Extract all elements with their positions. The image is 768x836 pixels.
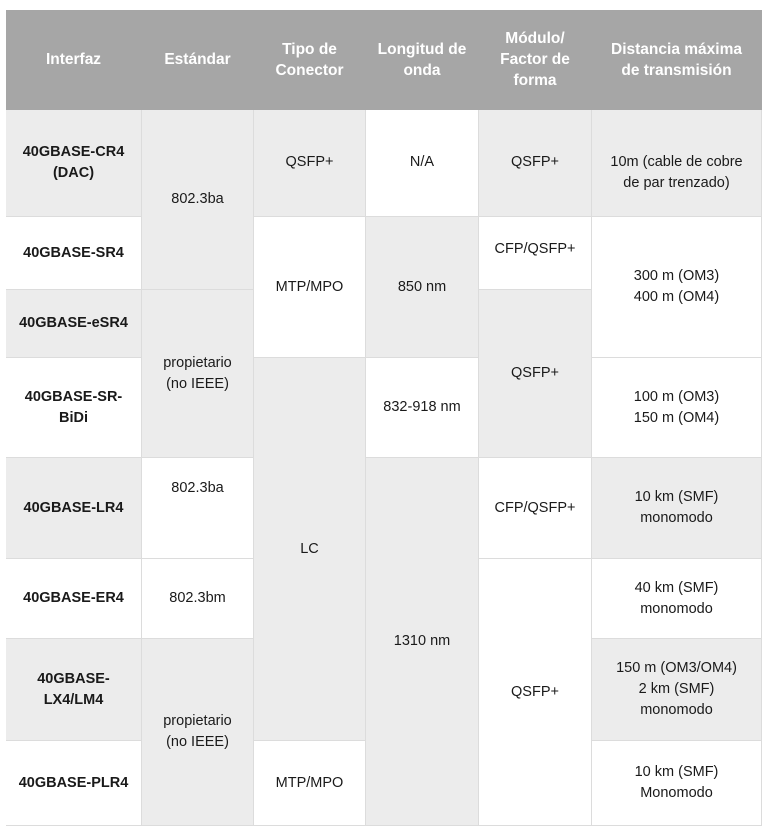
conector-cell: MTP/MPO [254,741,366,826]
onda-cell: N/A [366,110,479,217]
distancia-cell: 150 m (OM3/OM4) 2 km (SMF) monomodo [592,639,762,741]
modulo-cell: CFP/QSFP+ [479,458,592,559]
interfaz-cell: 40GBASE-LR4 [6,458,142,559]
modulo-cell: QSFP+ [479,559,592,826]
onda-cell: 850 nm [366,217,479,358]
distancia-cell: 10m (cable de cobre de par trenzado) [592,110,762,217]
modulo-cell: CFP/QSFP+ [479,217,592,290]
estandar-cell: propietario (no IEEE) [142,639,254,826]
modulo-cell: QSFP+ [479,290,592,458]
header-interfaz: Interfaz [6,10,142,110]
estandar-cell: 802.3ba [142,110,254,290]
interfaz-cell: 40GBASE-PLR4 [6,741,142,826]
onda-cell: 1310 nm [366,458,479,826]
estandar-cell: propietario (no IEEE) [142,290,254,458]
estandar-cell: 802.3ba [142,458,254,559]
header-estandar: Estándar [142,10,254,110]
interfaz-cell: 40GBASE-SR4 [6,217,142,290]
modulo-cell: QSFP+ [479,110,592,217]
distancia-cell: 10 km (SMF) monomodo [592,458,762,559]
distancia-cell: 100 m (OM3) 150 m (OM4) [592,358,762,458]
header-distancia: Distancia máxima de transmisión [592,10,762,110]
distancia-cell: 10 km (SMF) Monomodo [592,741,762,826]
interfaz-cell: 40GBASE- LX4/LM4 [6,639,142,741]
interfaz-cell: 40GBASE-ER4 [6,559,142,639]
estandar-cell: 802.3bm [142,559,254,639]
interfaz-cell: 40GBASE-CR4 (DAC) [6,110,142,217]
onda-cell: 832-918 nm [366,358,479,458]
conector-cell: QSFP+ [254,110,366,217]
conector-cell: LC [254,358,366,741]
header-longitud-onda: Longitud de onda [366,10,479,110]
interfaz-cell: 40GBASE-eSR4 [6,290,142,358]
distancia-cell: 300 m (OM3) 400 m (OM4) [592,217,762,358]
header-modulo: Módulo/ Factor de forma [479,10,592,110]
distancia-cell: 40 km (SMF) monomodo [592,559,762,639]
header-tipo-conector: Tipo de Conector [254,10,366,110]
conector-cell: MTP/MPO [254,217,366,358]
interfaz-cell: 40GBASE-SR- BiDi [6,358,142,458]
